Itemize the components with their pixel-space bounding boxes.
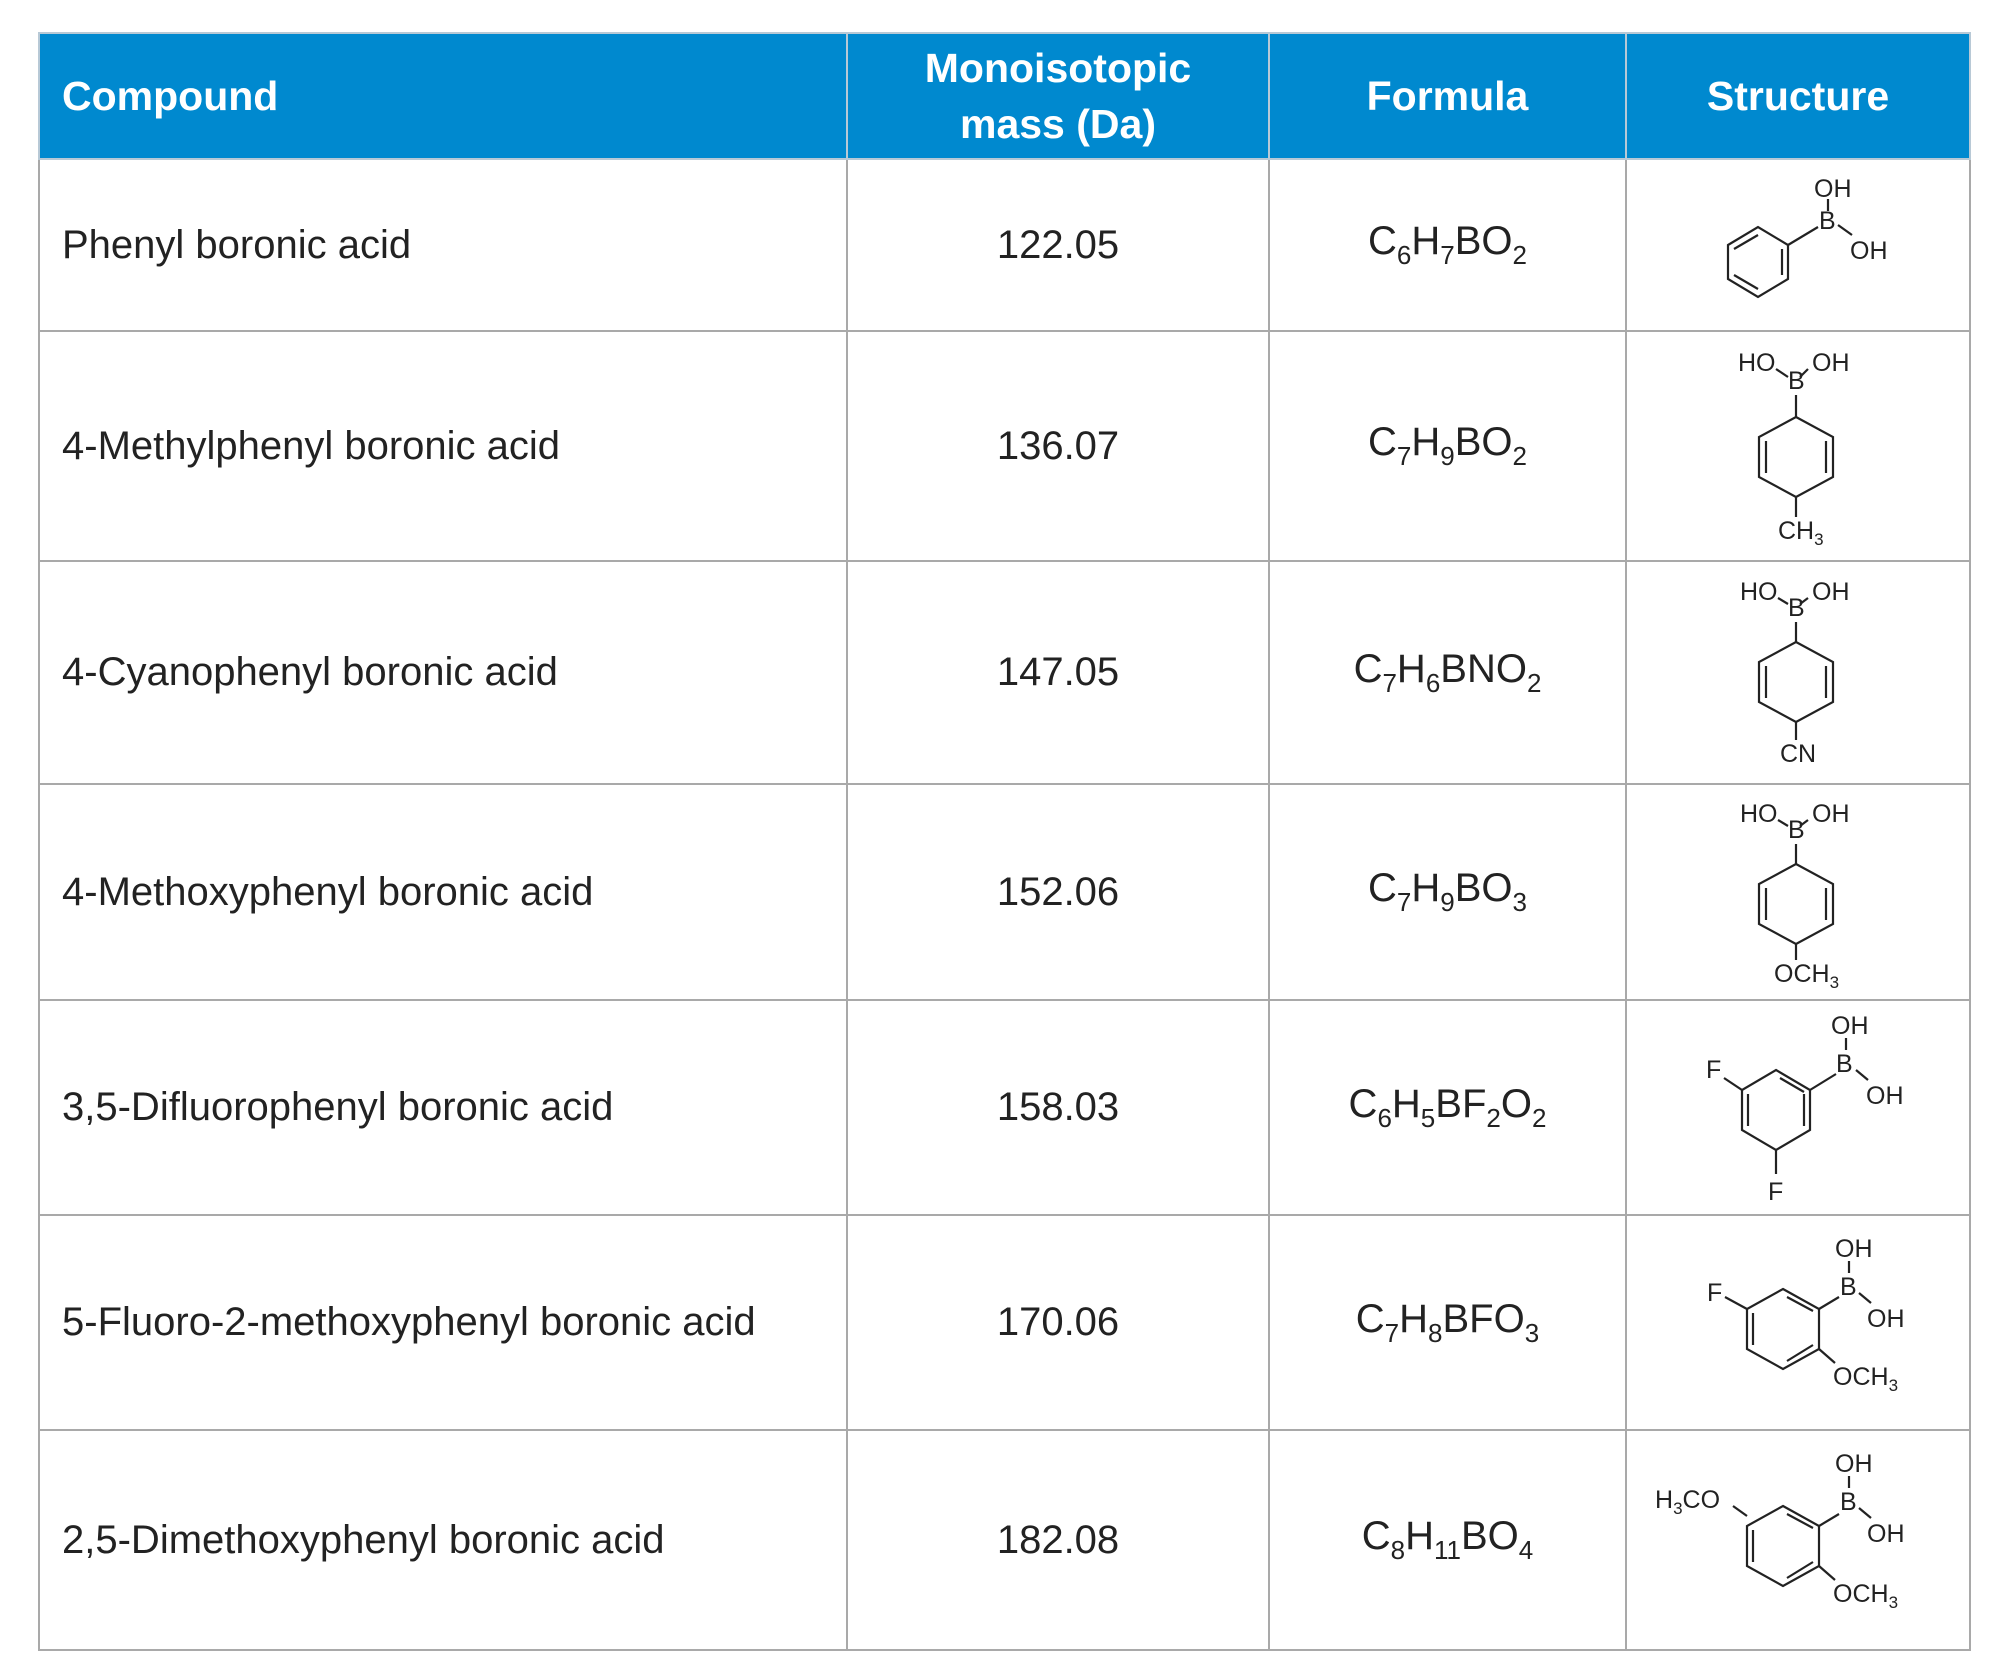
structure-cell — [1626, 1430, 1970, 1650]
formula-element: H — [1411, 866, 1441, 910]
formula-subscript: 7 — [1382, 667, 1397, 698]
formula-subscript: 7 — [1396, 887, 1412, 917]
formula-subscript: 2 — [1531, 1102, 1547, 1133]
svg-text:OCH3: $OCH_3$ — [1833, 1362, 1899, 1395]
svg-text:B: B — [1788, 367, 1805, 395]
formula-element: C — [1368, 420, 1397, 464]
formula-subscript: 7 — [1396, 441, 1412, 471]
formula-element: O — [1500, 1081, 1532, 1126]
structure-cell — [1626, 1215, 1970, 1430]
mass-value: 152.06 — [847, 784, 1269, 1000]
formula-subscript: 2 — [1526, 667, 1542, 698]
svg-text:OH: OH — [1835, 1234, 1873, 1263]
formula-element: H — [1399, 1296, 1429, 1341]
svg-text:OH: OH — [1831, 1011, 1869, 1040]
svg-text:OH: OH — [1867, 1304, 1905, 1333]
svg-text:F: F — [1706, 1055, 1722, 1084]
structure-cell — [1626, 331, 1970, 561]
phenyl-boronic-acid-structure — [1688, 175, 1908, 315]
svg-text:OH: OH — [1850, 237, 1888, 265]
header-mass — [847, 33, 1269, 159]
svg-text:CN: CN — [1780, 740, 1817, 768]
mass-value: 182.08 — [847, 1430, 1269, 1650]
formula-subscript: 11 — [1433, 1535, 1461, 1565]
formula-element: BO — [1460, 1514, 1519, 1558]
compound-name: Phenyl boronic acid — [39, 159, 847, 331]
formula-subscript: 5 — [1420, 1102, 1436, 1133]
dimethoxyphenyl-boronic-acid-structure — [1643, 1440, 1953, 1640]
formula-subscript: 6 — [1396, 240, 1412, 270]
svg-text:B: B — [1840, 1272, 1857, 1301]
formula-subscript: 6 — [1377, 1102, 1392, 1133]
svg-text:B: B — [1819, 207, 1836, 235]
formula-element: BO — [1454, 420, 1513, 464]
table-row — [39, 331, 1970, 561]
structure-cell — [1626, 159, 1970, 331]
svg-text:OH: OH — [1814, 175, 1852, 203]
svg-text:B: B — [1836, 1049, 1853, 1078]
svg-text:CH3: $CH_3$ — [1778, 517, 1824, 549]
compound-name: 4-Methoxyphenyl boronic acid — [39, 784, 847, 1000]
svg-text:OH: OH — [1867, 1520, 1905, 1548]
formula-subscript: 2 — [1486, 1102, 1501, 1133]
compound-name: 5-Fluoro-2-methoxyphenyl boronic acid — [39, 1215, 847, 1430]
structure-cell — [1626, 561, 1970, 784]
svg-text:OH: OH — [1812, 800, 1850, 828]
formula-element: H — [1396, 646, 1426, 691]
mass-value: 122.05 — [847, 159, 1269, 331]
svg-text:F: F — [1768, 1177, 1784, 1206]
formula-element: H — [1411, 420, 1441, 464]
svg-text:H3CO: $H_3CO$ — [1655, 1486, 1721, 1518]
formula-element: C — [1348, 1081, 1378, 1126]
formula-element: C — [1353, 646, 1383, 691]
mass-value: 147.05 — [847, 561, 1269, 784]
formula-subscript: 2 — [1512, 441, 1527, 471]
svg-text:HO: HO — [1740, 578, 1778, 606]
table-row — [39, 1430, 1970, 1650]
header-compound: Compound — [39, 33, 847, 159]
table-row — [39, 561, 1970, 784]
header-formula: Formula — [1269, 33, 1626, 159]
formula-subscript: 8 — [1428, 1317, 1443, 1348]
formula-subscript: 7 — [1384, 1317, 1400, 1348]
header-mass-line2: mass (Da) — [960, 101, 1156, 147]
formula-element: BO — [1454, 866, 1513, 910]
formula-element: BF — [1435, 1081, 1487, 1126]
svg-text:OH: OH — [1835, 1450, 1873, 1478]
formula — [1269, 1430, 1626, 1650]
header-row — [39, 33, 1970, 159]
svg-text:B: B — [1840, 1488, 1857, 1516]
formula-subscript: 6 — [1425, 667, 1441, 698]
formula-element: H — [1411, 219, 1441, 263]
formula-element: C — [1368, 866, 1397, 910]
compound-name: 4-Methylphenyl boronic acid — [39, 331, 847, 561]
svg-text:F: F — [1707, 1278, 1723, 1307]
formula-subscript: 7 — [1440, 240, 1455, 270]
structure-cell — [1626, 1000, 1970, 1215]
formula — [1269, 331, 1626, 561]
formula-subscript: 3 — [1524, 1317, 1540, 1348]
mass-value: 170.06 — [847, 1215, 1269, 1430]
formula-element: H — [1405, 1514, 1434, 1558]
formula-element: C — [1361, 1514, 1391, 1558]
formula-element: BFO — [1442, 1296, 1525, 1341]
difluorophenyl-boronic-acid-structure — [1668, 1008, 1928, 1208]
compound-name: 4-Cyanophenyl boronic acid — [39, 561, 847, 784]
formula-element: BO — [1454, 219, 1513, 263]
formula-subscript: 2 — [1512, 240, 1527, 270]
svg-text:B: B — [1788, 816, 1805, 844]
svg-text:OH: OH — [1866, 1081, 1904, 1110]
svg-text:HO: HO — [1738, 349, 1776, 377]
formula — [1269, 1000, 1626, 1215]
table-row — [39, 159, 1970, 331]
svg-text:OH: OH — [1812, 349, 1850, 377]
svg-text:HO: HO — [1740, 800, 1778, 828]
formula-subscript: 9 — [1440, 441, 1455, 471]
table-row — [39, 784, 1970, 1000]
formula — [1269, 1215, 1626, 1430]
structure-cell — [1626, 784, 1970, 1000]
header-structure: Structure — [1626, 33, 1970, 159]
formula-element: C — [1368, 219, 1397, 263]
table-row — [39, 1000, 1970, 1215]
svg-text:OH: OH — [1812, 578, 1850, 606]
formula — [1269, 561, 1626, 784]
compound-name: 3,5-Difluorophenyl boronic acid — [39, 1000, 847, 1215]
formula-subscript: 9 — [1440, 887, 1455, 917]
header-mass-line1: Monoisotopic — [924, 45, 1192, 91]
svg-text:B: B — [1788, 594, 1805, 622]
formula-element: C — [1355, 1296, 1385, 1341]
mass-value: 136.07 — [847, 331, 1269, 561]
table-row — [39, 1215, 1970, 1430]
formula-element: H — [1391, 1081, 1421, 1126]
compound-name: 2,5-Dimethoxyphenyl boronic acid — [39, 1430, 847, 1650]
formula-subscript: 3 — [1512, 887, 1527, 917]
mass-value: 158.03 — [847, 1000, 1269, 1215]
formula-subscript: 4 — [1518, 1535, 1534, 1565]
formula-subscript: 8 — [1390, 1535, 1406, 1565]
cyanophenyl-boronic-acid-structure — [1688, 570, 1908, 775]
formula — [1269, 159, 1626, 331]
svg-text:OCH3: $OCH_3$ — [1774, 960, 1840, 992]
svg-text:OCH3: $OCH_3$ — [1833, 1580, 1899, 1612]
methylphenyl-boronic-acid-structure — [1688, 341, 1908, 551]
formula — [1269, 784, 1626, 1000]
fluoromethoxyphenyl-boronic-acid-structure — [1663, 1223, 1933, 1423]
formula-element: BNO — [1440, 646, 1527, 691]
methoxyphenyl-boronic-acid-structure — [1688, 792, 1908, 992]
boronic-acid-table — [38, 32, 1971, 1651]
